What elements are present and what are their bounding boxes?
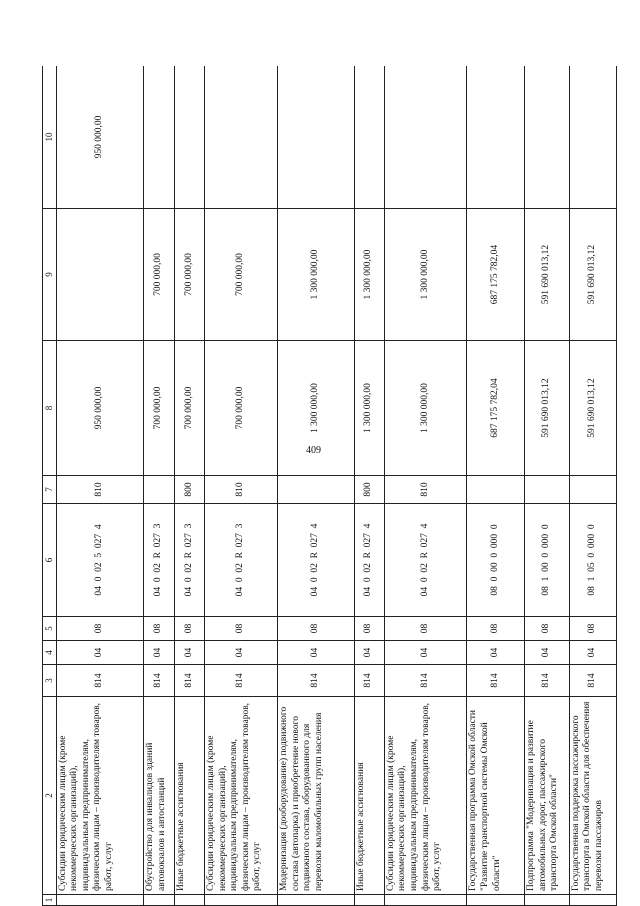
admin-code-cell: 814	[144, 665, 174, 697]
section-cell: 04	[524, 641, 569, 665]
amount-cell: 700 000,00	[174, 341, 204, 476]
row-index-cell	[278, 895, 354, 906]
section-cell: 04	[467, 641, 525, 665]
item-name-cell: Государственная программа Омской области "Развитие транспортной системы Омской области"	[467, 697, 525, 895]
admin-code-cell: 814	[569, 665, 616, 697]
amount-cell: 700 000,00	[144, 209, 174, 341]
expense-type-cell: 810	[56, 476, 144, 504]
admin-code-cell: 814	[384, 665, 467, 697]
item-name-cell: Обустройство для инвалидов зданий автовокзалов и автостанций	[144, 697, 174, 895]
amount-cell: 1 300 000,00	[354, 341, 384, 476]
amount-cell	[278, 66, 354, 209]
column-number: 9	[43, 209, 57, 341]
item-name-cell: Подпрограмма "Модернизация и развитие автомобильных дорог, пассажирского транспорта Омской области"	[524, 697, 569, 895]
target-article-cell: 04 0 02 5 027 4	[56, 504, 144, 617]
section-cell: 04	[174, 641, 204, 665]
item-name-cell: Субсидии юридическим лицам (кроме некоммерческих организаций), индивидуальным предпринимателям, физическим лицам – производителям товаров, работ, услуг	[384, 697, 467, 895]
section-cell: 04	[56, 641, 144, 665]
column-number: 1	[43, 895, 57, 906]
target-article-cell: 08 1 00 0 000 0	[524, 504, 569, 617]
amount-cell: 700 000,00	[205, 341, 278, 476]
amount-cell: 700 000,00	[144, 341, 174, 476]
row-index-cell	[174, 895, 204, 906]
row-index-cell	[467, 895, 525, 906]
table-row	[524, 66, 569, 906]
page-number: 409	[306, 445, 321, 456]
amount-cell: 687 175 782,04	[467, 209, 525, 341]
amount-cell: 950 000,00	[56, 341, 144, 476]
amount-cell	[144, 66, 174, 209]
expense-type-cell: 800	[174, 476, 204, 504]
admin-code-cell: 814	[524, 665, 569, 697]
amount-cell	[174, 66, 204, 209]
subsection-cell: 08	[524, 617, 569, 641]
column-number: 8	[43, 341, 57, 476]
subsection-cell: 08	[354, 617, 384, 641]
item-name-cell: Субсидии юридическим лицам (кроме некоммерческих организаций), индивидуальным предпринимателям, физическим лицам – производителям товаров, работ, услуг	[205, 697, 278, 895]
item-name-cell: Модернизация (дооборудование) подвижного состава (автопарка) и приобретение нового подвижного состава, оборудованного для перевозки маломобильных групп населения	[278, 697, 354, 895]
column-number: 2	[43, 697, 57, 895]
row-index-cell	[144, 895, 174, 906]
amount-cell	[354, 66, 384, 209]
column-number-row	[43, 66, 57, 906]
amount-cell: 700 000,00	[205, 209, 278, 341]
column-number: 4	[43, 641, 57, 665]
expense-type-cell: 810	[384, 476, 467, 504]
target-article-cell: 04 0 02 R 027 3	[205, 504, 278, 617]
amount-cell	[205, 66, 278, 209]
expense-type-cell	[278, 476, 354, 504]
table-row	[144, 66, 174, 906]
table-row	[278, 66, 354, 906]
amount-cell: 591 690 013,12	[569, 341, 616, 476]
target-article-cell: 08 0 00 0 000 0	[467, 504, 525, 617]
amount-cell: 687 175 782,04	[467, 341, 525, 476]
column-number: 5	[43, 617, 57, 641]
amount-cell: 700 000,00	[174, 209, 204, 341]
row-index-cell	[384, 895, 467, 906]
subsection-cell: 08	[174, 617, 204, 641]
row-index-cell	[354, 895, 384, 906]
admin-code-cell: 814	[354, 665, 384, 697]
column-number: 10	[43, 66, 57, 209]
budget-table-wrapper	[42, 66, 617, 906]
amount-cell: 950 000,00	[56, 66, 144, 209]
row-index-cell	[524, 895, 569, 906]
subsection-cell: 08	[384, 617, 467, 641]
target-article-cell: 04 0 02 R 027 3	[174, 504, 204, 617]
section-cell: 04	[144, 641, 174, 665]
section-cell: 04	[205, 641, 278, 665]
target-article-cell: 08 1 05 0 000 0	[569, 504, 616, 617]
admin-code-cell: 814	[56, 665, 144, 697]
expense-type-cell: 800	[354, 476, 384, 504]
expense-type-cell	[144, 476, 174, 504]
target-article-cell: 04 0 02 R 027 3	[144, 504, 174, 617]
subsection-cell: 08	[205, 617, 278, 641]
expense-type-cell	[467, 476, 525, 504]
subsection-cell: 08	[56, 617, 144, 641]
expense-type-cell	[569, 476, 616, 504]
row-index-cell	[205, 895, 278, 906]
admin-code-cell: 814	[205, 665, 278, 697]
table-row	[467, 66, 525, 906]
item-name-cell: Государственная поддержка пассажирского транспорта в Омской области для обеспечения перевозки пассажиров	[569, 697, 616, 895]
amount-cell	[56, 209, 144, 341]
rotated-page	[42, 66, 617, 906]
amount-cell	[524, 66, 569, 209]
subsection-cell: 08	[144, 617, 174, 641]
table-row	[205, 66, 278, 906]
amount-cell: 1 300 000,00	[384, 341, 467, 476]
column-number: 3	[43, 665, 57, 697]
admin-code-cell: 814	[174, 665, 204, 697]
target-article-cell: 04 0 02 R 027 4	[384, 504, 467, 617]
column-number: 7	[43, 476, 57, 504]
item-name-cell: Иные бюджетные ассигнования	[174, 697, 204, 895]
target-article-cell: 04 0 02 R 027 4	[278, 504, 354, 617]
section-cell: 04	[384, 641, 467, 665]
amount-cell: 1 300 000,00	[278, 341, 354, 476]
section-cell: 04	[354, 641, 384, 665]
row-index-cell	[569, 895, 616, 906]
admin-code-cell: 814	[278, 665, 354, 697]
target-article-cell: 04 0 02 R 027 4	[354, 504, 384, 617]
amount-cell	[467, 66, 525, 209]
amount-cell: 1 300 000,00	[384, 209, 467, 341]
table-row	[56, 66, 144, 906]
subsection-cell: 08	[569, 617, 616, 641]
section-cell: 04	[569, 641, 616, 665]
expense-type-cell: 810	[205, 476, 278, 504]
budget-table	[42, 66, 617, 906]
section-cell: 04	[278, 641, 354, 665]
item-name-cell: Субсидии юридическим лицам (кроме некоммерческих организаций), индивидуальным предпринимателям, физическим лицам – производителям товаров, работ, услуг	[56, 697, 144, 895]
expense-type-cell	[524, 476, 569, 504]
table-row	[569, 66, 616, 906]
amount-cell: 591 690 013,12	[524, 209, 569, 341]
item-name-cell: Иные бюджетные ассигнования	[354, 697, 384, 895]
amount-cell	[384, 66, 467, 209]
table-row	[354, 66, 384, 906]
amount-cell: 591 690 013,12	[524, 341, 569, 476]
table-row	[384, 66, 467, 906]
subsection-cell: 08	[278, 617, 354, 641]
amount-cell	[569, 66, 616, 209]
column-number: 6	[43, 504, 57, 617]
admin-code-cell: 814	[467, 665, 525, 697]
row-index-cell	[56, 895, 144, 906]
amount-cell: 1 300 000,00	[354, 209, 384, 341]
subsection-cell: 08	[467, 617, 525, 641]
table-row	[174, 66, 204, 906]
amount-cell: 591 690 013,12	[569, 209, 616, 341]
amount-cell: 1 300 000,00	[278, 209, 354, 341]
